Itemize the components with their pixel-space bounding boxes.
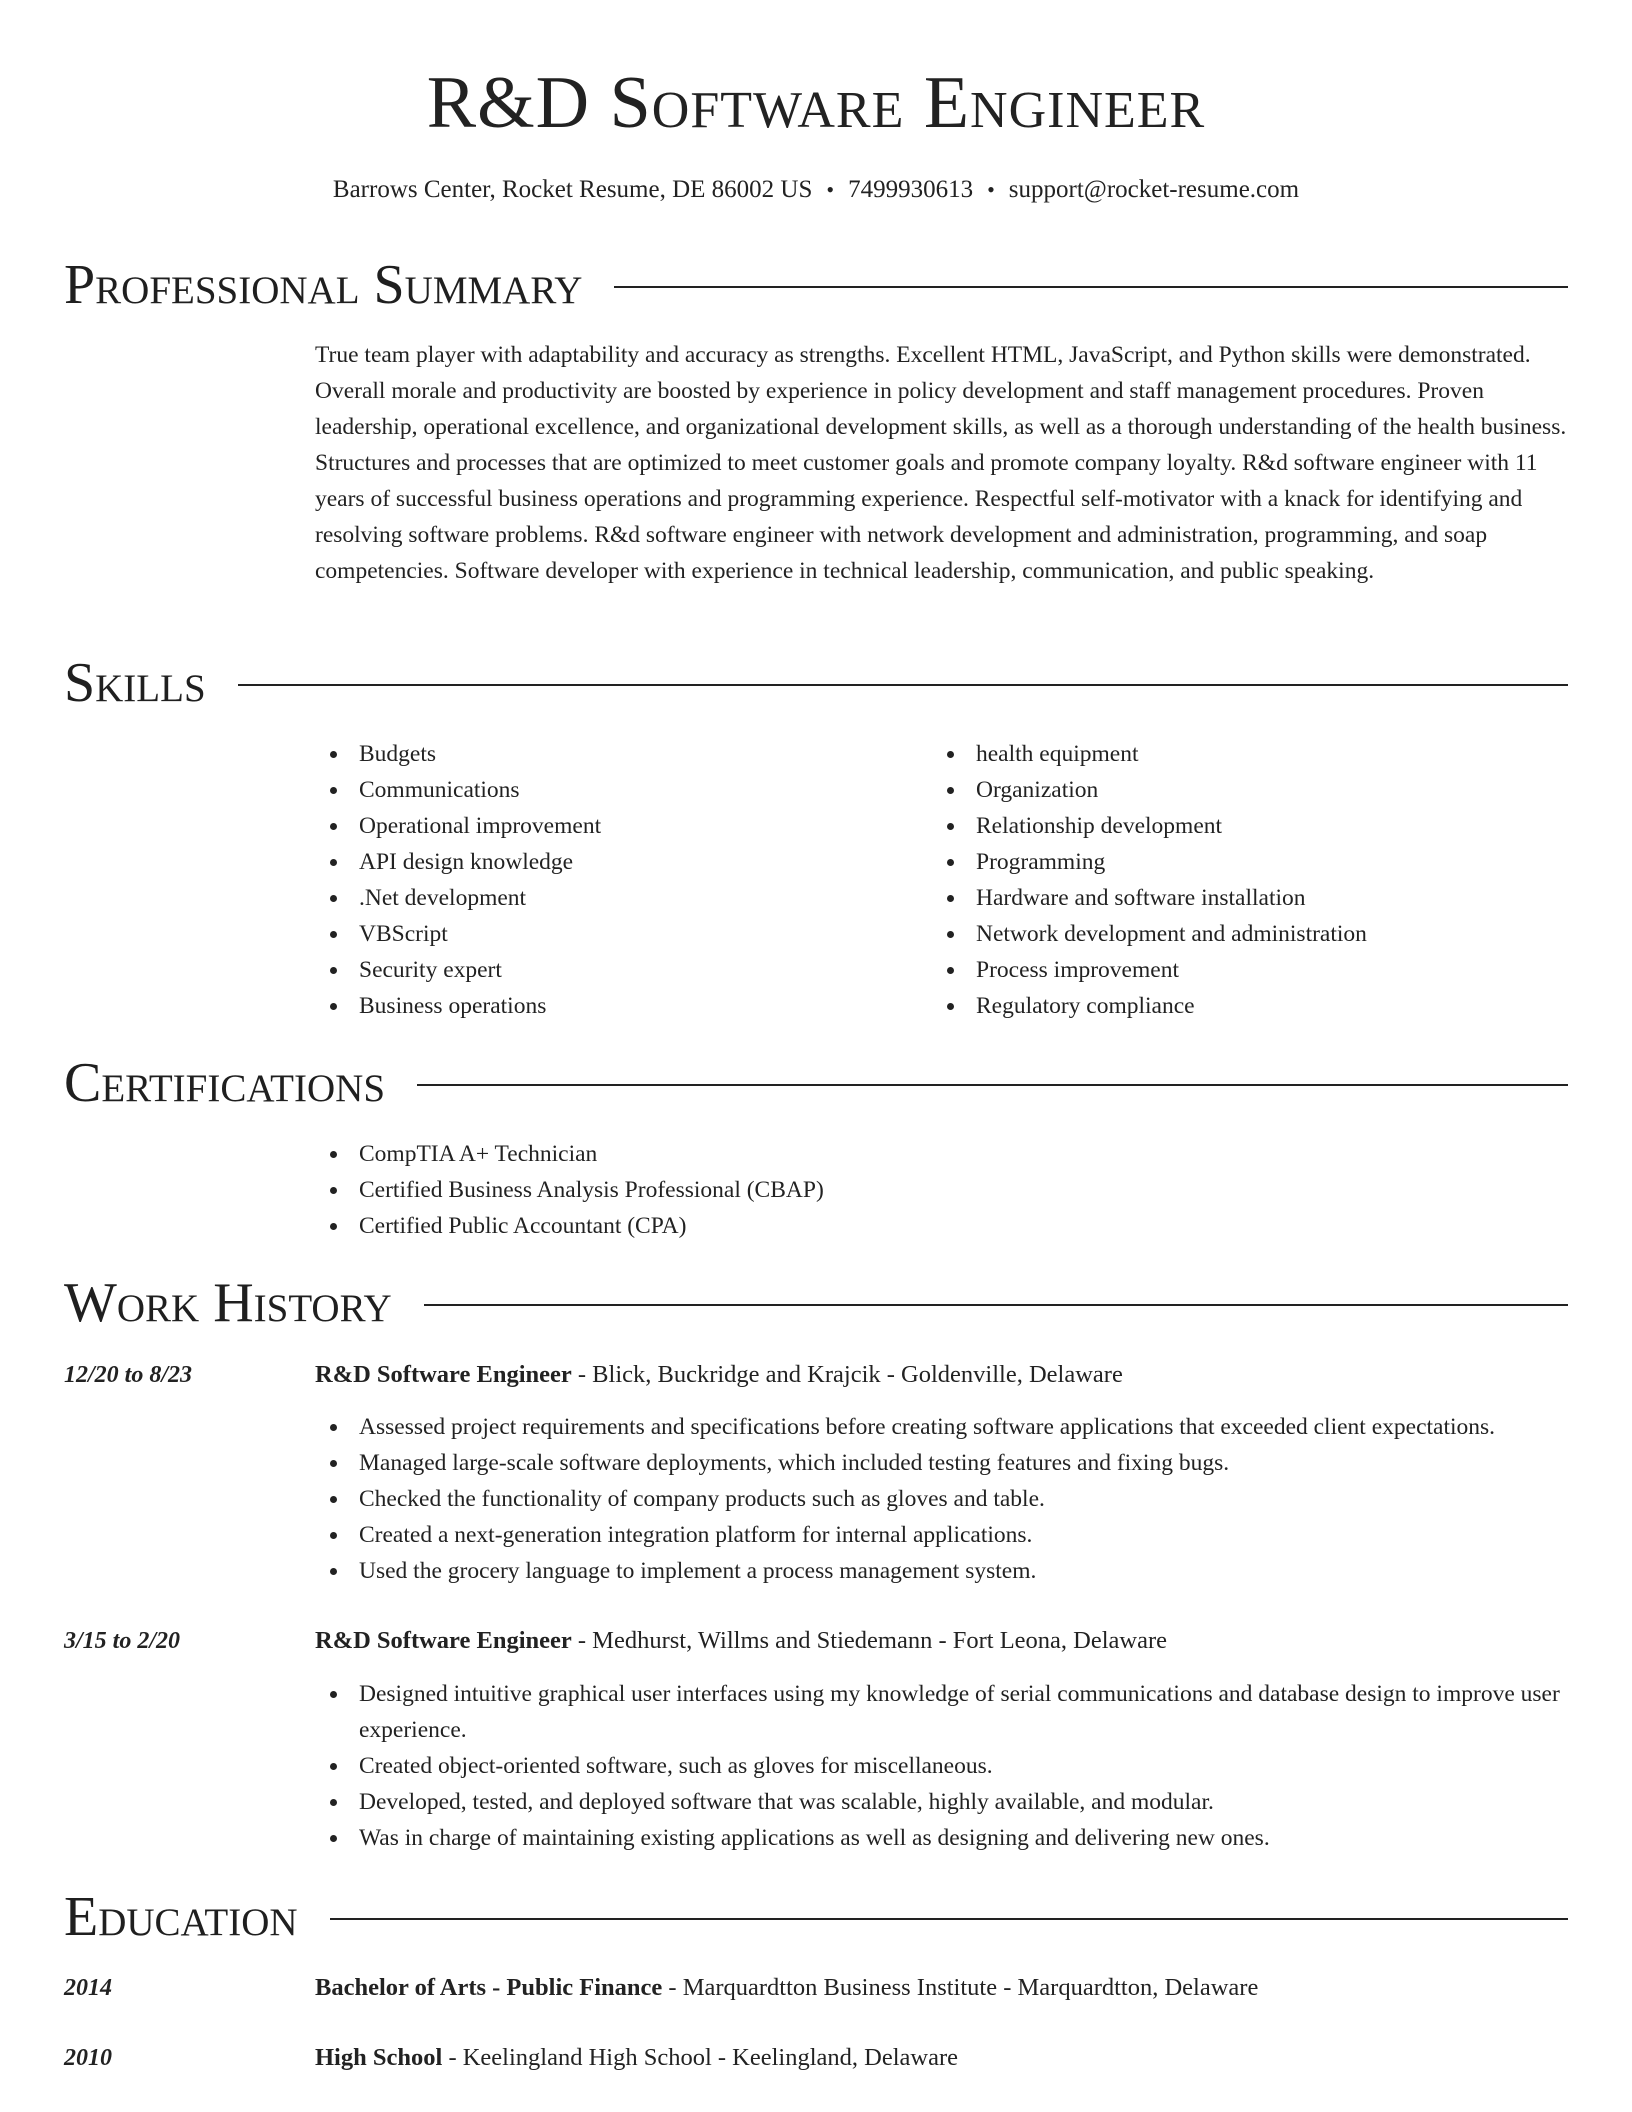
section-divider <box>330 1918 1568 1920</box>
certification-item: CompTIA A+ Technician <box>315 1136 1580 1172</box>
education-year: 2010 <box>64 2045 112 2071</box>
job-bullets <box>315 1676 1580 1856</box>
skill-item: Process improvement <box>932 952 1572 988</box>
skill-item: Security expert <box>315 952 915 988</box>
skill-item: Operational improvement <box>315 808 915 844</box>
skill-item: VBScript <box>315 916 915 952</box>
section-header-summary <box>64 250 1568 320</box>
resume-name: R&D Software Engineer <box>426 62 1206 144</box>
skill-item: Business operations <box>315 988 915 1024</box>
education-degree: High School <box>315 2044 443 2071</box>
skill-item: Regulatory compliance <box>932 988 1572 1024</box>
section-title-work: Work History <box>64 1272 392 1334</box>
section-title-certifications: Certifications <box>64 1052 386 1114</box>
skill-item: Hardware and software installation <box>932 880 1572 916</box>
certifications-list <box>315 1136 1580 1244</box>
section-header-work <box>64 1268 1568 1338</box>
job-bullet: Created a next-generation integration platform for internal applications. <box>315 1517 1580 1553</box>
job-bullet: Created object-oriented software, such as gloves for miscellaneous. <box>315 1748 1580 1784</box>
job-bullet: Checked the functionality of company products such as gloves and table. <box>315 1481 1580 1517</box>
job-employer: - Medhurst, Willms and Stiedemann - Fort Leona, Delaware <box>571 1627 1168 1654</box>
skills-list-left <box>315 736 915 1024</box>
job-dates: 12/20 to 8/23 <box>64 1362 193 1388</box>
skill-item: health equipment <box>932 736 1572 772</box>
contact-separator: • <box>987 177 995 202</box>
section-divider <box>417 1084 1568 1086</box>
skill-item: .Net development <box>315 880 915 916</box>
job-bullet: Used the grocery language to implement a process management system. <box>315 1553 1580 1589</box>
contact-email: support@rocket-resume.com <box>1008 176 1300 203</box>
skill-item: Organization <box>932 772 1572 808</box>
job-bullet: Managed large-scale software deployments, which included testing features and fixing bugs. <box>315 1445 1580 1481</box>
job-header <box>315 1624 1580 1658</box>
section-title-education: Education <box>64 1886 298 1948</box>
section-divider <box>238 684 1568 686</box>
job-bullet: Designed intuitive graphical user interfaces using my knowledge of serial communications and database design to improve user experience. <box>315 1676 1580 1748</box>
education-degree: Bachelor of Arts - Public Finance <box>315 1974 663 2001</box>
job-bullet: Developed, tested, and deployed software that was scalable, highly available, and modular. <box>315 1784 1580 1820</box>
education-school: - Keelingland High School - Keelingland, Delaware <box>442 2044 959 2071</box>
skill-item: API design knowledge <box>315 844 915 880</box>
job-title: R&D Software Engineer <box>315 1361 572 1388</box>
skill-item: Programming <box>932 844 1572 880</box>
section-header-education <box>64 1882 1568 1952</box>
job-bullet: Was in charge of maintaining existing applications as well as designing and delivering new ones. <box>315 1820 1580 1856</box>
section-divider <box>614 286 1568 288</box>
section-title-summary: Professional Summary <box>64 254 583 316</box>
job-employer: - Blick, Buckridge and Krajcik - Goldenville, Delaware <box>571 1361 1123 1388</box>
section-header-certifications <box>64 1048 1568 1118</box>
job-bullets <box>315 1409 1580 1589</box>
certification-item: Certified Business Analysis Professional (CBAP) <box>315 1172 1580 1208</box>
contact-separator: • <box>826 177 835 202</box>
skills-list-right <box>932 736 1572 1024</box>
contact-line <box>0 174 1632 206</box>
skill-item: Communications <box>315 772 915 808</box>
education-entry <box>315 2041 1580 2075</box>
skill-item: Network development and administration <box>932 916 1572 952</box>
contact-address: Barrows Center, Rocket Resume, DE 86002 US <box>332 176 813 203</box>
education-entry <box>315 1971 1580 2005</box>
contact-phone: 7499930613 <box>848 176 974 203</box>
education-year: 2014 <box>64 1975 112 2001</box>
skill-item: Relationship development <box>932 808 1572 844</box>
job-title: R&D Software Engineer <box>315 1627 572 1654</box>
summary-text: True team player with adaptability and accuracy as strengths. Excellent HTML, JavaScript, and Python skills were demonstrated. Overall morale and productivity are boosted by experience in policy development and staff management procedures. Proven leadership, operational excellence, and organizational development skills, as well as a thorough understanding of the health business. Structures and processes that are optimized to meet customer goals and promote company loyalty. R&d software engineer with 11 years of successful business operations and programming experience. Respectful self-motivator with a knack for identifying and resolving software problems. R&d software engineer with network development and administration, programming, and soap competencies. Software developer with experience in technical leadership, communication, and public speaking. <box>315 342 1567 584</box>
section-header-skills <box>64 648 1568 718</box>
job-dates: 3/15 to 2/20 <box>64 1628 181 1654</box>
job-bullet: Assessed project requirements and specifications before creating software applications that exceeded client expectations. <box>315 1409 1580 1445</box>
job-header <box>315 1358 1580 1392</box>
certification-item: Certified Public Accountant (CPA) <box>315 1208 1580 1244</box>
skill-item: Budgets <box>315 736 915 772</box>
section-title-skills: Skills <box>64 652 206 714</box>
section-divider <box>424 1304 1568 1306</box>
education-school: - Marquardtton Business Institute - Marquardtton, Delaware <box>662 1974 1259 2001</box>
